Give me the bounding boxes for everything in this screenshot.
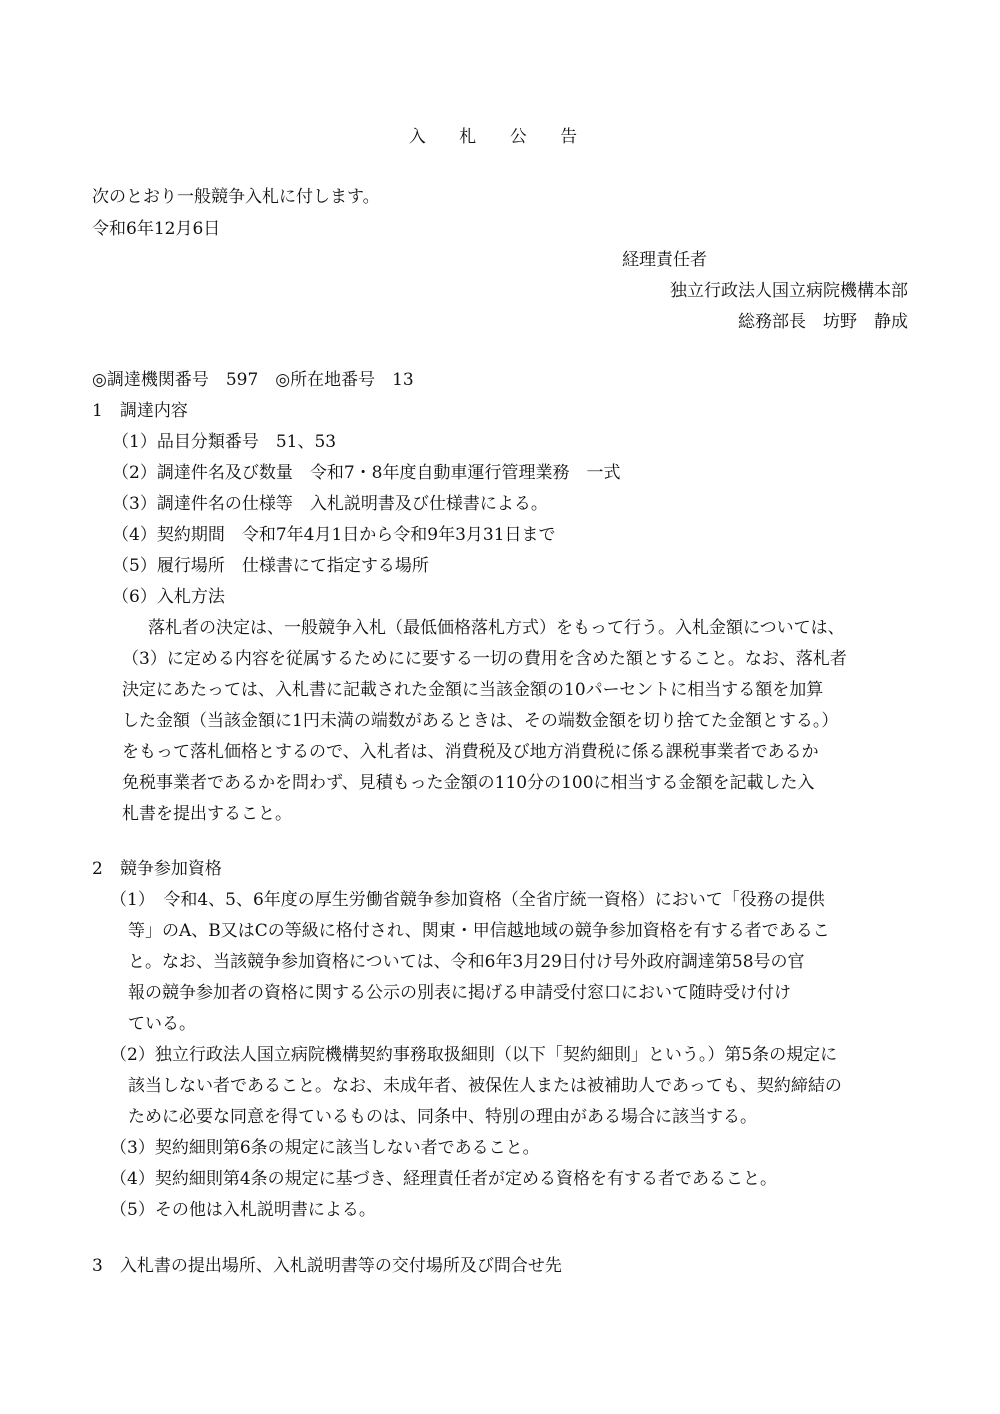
method-line: （3）に定める内容を従属するためにに要する一切の費用を含めた額とすること。なお、落札者: [122, 649, 847, 669]
qualification-line: （2）独立行政法人国立病院機構契約事務取扱細則（以下「契約細則」という。）第5条の規定に: [110, 1045, 838, 1065]
signer-role: 経理責任者: [622, 250, 707, 270]
numbers-line: ◎調達機関番号 597 ◎所在地番号 13: [92, 370, 414, 390]
notice-date: 令和6年12月6日: [92, 219, 221, 239]
section2-heading: 2 競争参加資格: [92, 859, 222, 879]
method-line: 札書を提出すること。: [122, 804, 292, 824]
qualification-line: （1） 令和4、5、6年度の厚生労働省競争参加資格（全省庁統一資格）において「役務の提供: [110, 890, 825, 910]
section1-item: （3）調達件名の仕様等 入札説明書及び仕様書による。: [112, 494, 548, 514]
method-line: 免税事業者であるかを問わず、見積もった金額の110分の100に相当する金額を記載した入: [122, 773, 815, 793]
intro-text: 次のとおり一般競争入札に付します。: [92, 187, 380, 207]
section2-item: （5）その他は入札説明書による。: [110, 1200, 376, 1220]
method-line: した金額（当該金額に1円未満の端数があるときは、その端数金額を切り捨てた金額とする。）: [122, 711, 839, 731]
section1-item: （2）調達件名及び数量 令和7・8年度自動車運行管理業務 一式: [112, 463, 621, 483]
section1-item: （5）履行場所 仕様書にて指定する場所: [112, 556, 429, 576]
qualification-line: ている。: [128, 1014, 196, 1034]
qualification-line: 等」のA、B又はCの等級に格付され、関東・甲信越地域の競争参加資格を有する者であるこ: [128, 921, 830, 941]
section1-item: （6）入札方法: [112, 587, 225, 607]
method-line: 決定にあたっては、入札書に記載された金額に当該金額の10パーセントに相当する額を加算: [122, 680, 824, 700]
signer-org: 独立行政法人国立病院機構本部: [670, 281, 908, 301]
qualification-line: 報の競争参加者の資格に関する公示の別表に掲げる申請受付窓口において随時受け付け: [128, 983, 791, 1003]
qualification-line: と。なお、当該競争参加資格については、令和6年3月29日付け号外政府調達第58号の官: [128, 952, 805, 972]
section2-item: （4）契約細則第4条の規定に基づき、経理責任者が定める資格を有する者であること。: [110, 1169, 777, 1189]
qualification-line: 該当しない者であること。なお、未成年者、被保佐人または被補助人であっても、契約締結の: [128, 1076, 842, 1096]
section3-heading: 3 入札書の提出場所、入札説明書等の交付場所及び問合せ先: [92, 1256, 562, 1276]
signer-name: 総務部長 坊野 静成: [738, 312, 908, 332]
qualification-line: ために必要な同意を得ているものは、同条中、特別の理由がある場合に該当する。: [128, 1107, 757, 1127]
page-title: 入 札 公 告: [408, 127, 592, 147]
section1-heading: 1 調達内容: [92, 401, 188, 421]
method-line: 落札者の決定は、一般競争入札（最低価格落札方式）をもって行う。入札金額については、: [148, 618, 845, 638]
method-line: をもって落札価格とするので、入札者は、消費税及び地方消費税に係る課税事業者であるか: [122, 742, 819, 762]
section1-item: （4）契約期間 令和7年4月1日から令和9年3月31日まで: [112, 525, 556, 545]
section2-item: （3）契約細則第6条の規定に該当しない者であること。: [110, 1138, 540, 1158]
section1-item: （1）品目分類番号 51、53: [112, 432, 337, 452]
